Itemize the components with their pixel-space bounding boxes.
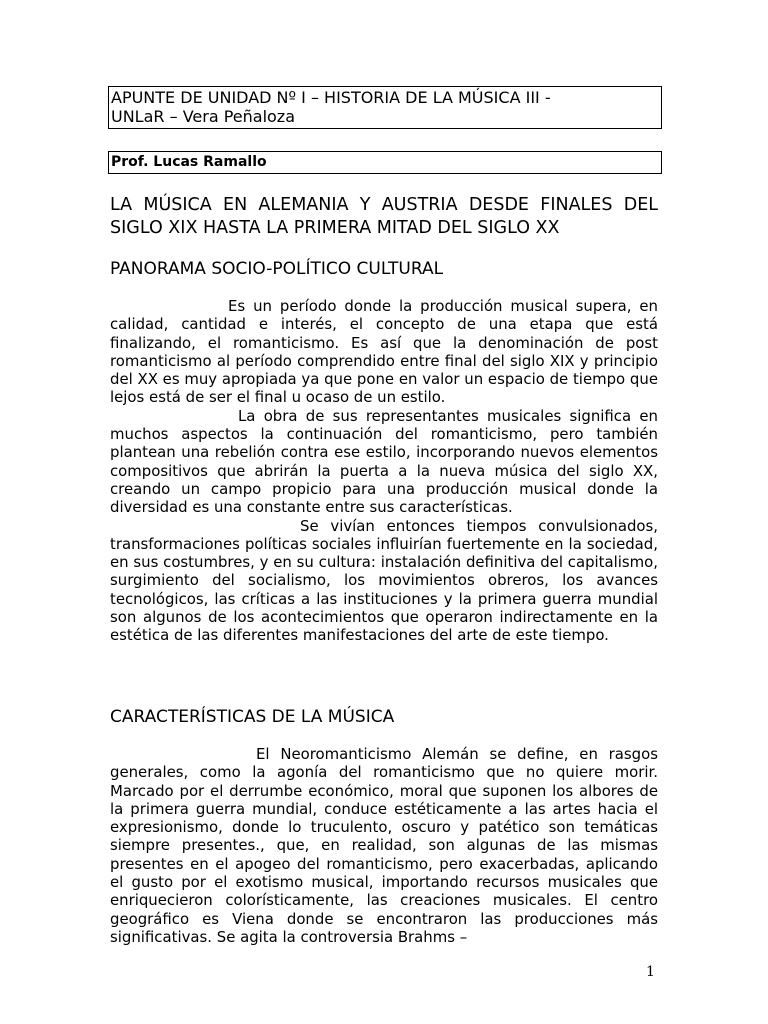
section-body-panorama	[110, 297, 658, 645]
section-body-caracteristicas	[110, 745, 658, 946]
professor-box	[108, 151, 662, 174]
unit-header-line1: APUNTE DE UNIDAD Nº I – HISTORIA DE LA MÚSICA III -	[111, 88, 551, 107]
professor-name: Prof. Lucas Ramallo	[111, 154, 267, 170]
section-heading-caracteristicas: CARACTERÍSTICAS DE LA MÚSICA	[110, 707, 395, 727]
paragraph: Es un período donde la producción musical supera, en calidad, cantidad e interés, el concepto de una etapa que está finalizando, el romanticismo. Es así que la denominación de post romanticismo al período comprendido entre final del siglo XIX y principio del XX es muy apropiada ya que pone en valor un espacio de tiempo que lejos está de ser el final u ocaso de un estilo.	[110, 297, 658, 407]
unit-header-line2: UNLaR – Vera Peñaloza	[111, 107, 296, 126]
paragraph: La obra de sus representantes musicales significa en muchos aspectos la continuación del romanticismo, pero también plantean una rebelión contra ese estilo, incorporando nuevos elementos compositivos que abrirán la puerta a la nueva música del siglo XX, creando un campo propicio para una producción musical donde la diversidad es una constante entre sus características.	[110, 406, 658, 517]
paragraph: El Neoromanticismo Alemán se define, en rasgos generales, como la agonía del romanticismo que no quiere morir. Marcado por el derrumbe económico, moral que suponen los albores de la primera guerra mundial, conduce estéticamente a las artes hacia el expresionismo, donde lo truculento, oscuro y patético son temáticas siempre presentes., que, en realidad, son algunas de las mismas presentes en el apogeo del romanticismo, pero exacerbadas, aplicando el gusto por el exotismo musical, importando recursos musicales que enriquecieron colorísticamente, las creaciones musicales. El centro geográfico es Viena donde se encontraron las producciones más significativas. Se agita la controversia Brahms –	[110, 745, 658, 946]
page-number: 1	[646, 964, 655, 980]
section-heading-panorama: PANORAMA SOCIO-POLÍTICO CULTURAL	[110, 259, 444, 279]
document-title: LA MÚSICA EN ALEMANIA Y AUSTRIA DESDE FINALES DEL SIGLO XIX HASTA LA PRIMERA MITAD DEL SIGLO XX	[110, 195, 658, 238]
paragraph: Se vivían entonces tiempos convulsionados, transformaciones políticas sociales influirían fuertemente en la sociedad, en sus costumbres, y en su cultura: instalación definitiva del capitalismo, surgimiento del socialismo, los movimientos obreros, los avances tecnológicos, las críticas a las instituciones y la primera guerra mundial son algunos de los acontecimientos que operaron indirectamente en la estética de las diferentes manifestaciones del arte de este tiempo.	[110, 516, 658, 645]
unit-header-box	[108, 86, 662, 129]
